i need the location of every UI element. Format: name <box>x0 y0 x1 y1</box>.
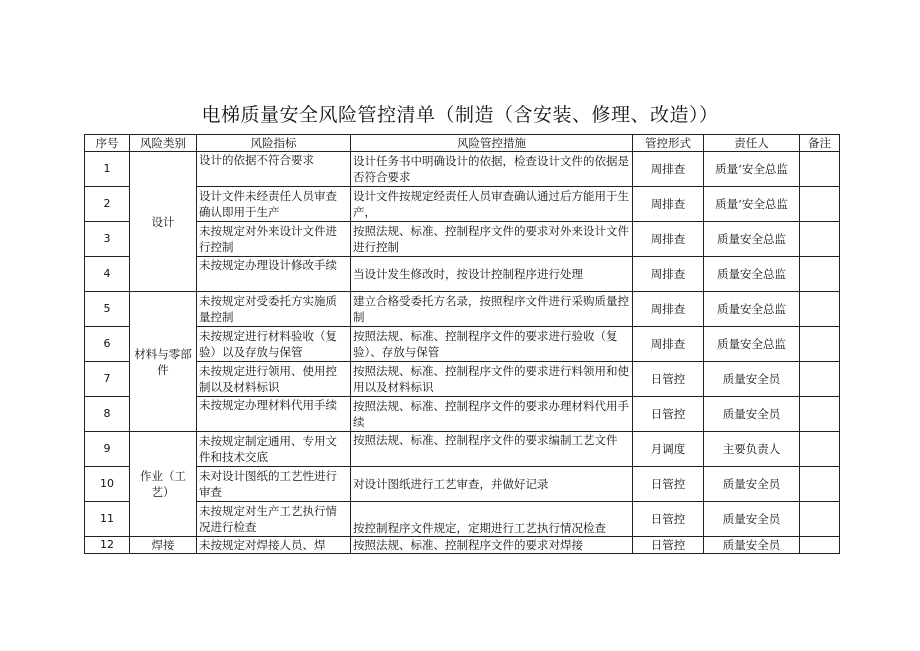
control-measure: 按照法规、标准、控制程序文件的要求编制工艺文件 <box>351 432 633 467</box>
table-row <box>85 432 840 467</box>
header-category: 风险类别 <box>130 135 197 152</box>
note-cell <box>800 432 840 467</box>
control-form: 日管控 <box>633 397 704 432</box>
control-measure: 按照法规、标准、控制程序文件的要求办理材料代用手续 <box>351 397 633 432</box>
table-row <box>85 502 840 537</box>
table-row <box>85 152 840 187</box>
header-no: 序号 <box>85 135 130 152</box>
row-number: 2 <box>85 187 130 222</box>
table-row <box>85 537 840 554</box>
note-cell <box>800 467 840 502</box>
control-form: 日管控 <box>633 467 704 502</box>
table-row <box>85 292 840 327</box>
responsible-person: 质量‘安全总监 <box>704 187 800 222</box>
control-form: 周排查 <box>633 292 704 327</box>
row-number: 10 <box>85 467 130 502</box>
note-cell <box>800 327 840 362</box>
control-measure: 按照法规、标准、控制程序文件的要求对外来设计文件进行控制 <box>351 222 633 257</box>
row-number: 9 <box>85 432 130 467</box>
note-cell <box>800 222 840 257</box>
risk-indicator: 未按规定对生产工艺执行情况进行检查 <box>197 502 351 537</box>
control-measure: 按照法规、标准、控制程序文件的要求对焊接 <box>351 537 633 554</box>
responsible-person: 质量安全员 <box>704 502 800 537</box>
responsible-person: 质量安全员 <box>704 362 800 397</box>
table-row <box>85 187 840 222</box>
category-material: 材料与零部件 <box>130 292 197 432</box>
header-note: 备注 <box>800 135 840 152</box>
control-measure: 设计文件按规定经责任人员审查确认通过后方能用于生产， <box>351 187 633 222</box>
risk-control-table <box>84 134 840 554</box>
note-cell <box>800 362 840 397</box>
table-row <box>85 362 840 397</box>
responsible-person: 质量安全员 <box>704 397 800 432</box>
table-row <box>85 327 840 362</box>
control-measure: 按照法规、标准、控制程序文件的要求进行验收（复验）、存放与保管 <box>351 327 633 362</box>
header-indicator: 风险指标 <box>197 135 351 152</box>
control-form: 周排查 <box>633 327 704 362</box>
table-row <box>85 257 840 292</box>
control-form: 日管控 <box>633 502 704 537</box>
control-measure: 对设计图纸进行工艺审查，并做好记录 <box>351 467 633 502</box>
note-cell <box>800 397 840 432</box>
category-welding: 焊接 <box>130 537 197 554</box>
row-number: 1 <box>85 152 130 187</box>
responsible-person: 主要负责人 <box>704 432 800 467</box>
risk-indicator: 设计的依据不符合要求 <box>197 152 351 187</box>
responsible-person: 质量安全总监 <box>704 257 800 292</box>
note-cell <box>800 187 840 222</box>
risk-indicator: 未按规定进行领用、使用控制以及材料标识 <box>197 362 351 397</box>
header-responsible: 责任人 <box>704 135 800 152</box>
responsible-person: 质量安全员 <box>704 537 800 554</box>
responsible-person: 质量安全总监 <box>704 292 800 327</box>
control-measure: 建立合格受委托方名录，按照程序文件进行采购质量控制 <box>351 292 633 327</box>
category-design: 设计 <box>130 152 197 292</box>
risk-indicator: 设计文件未经责任人员审查确认即用于生产 <box>197 187 351 222</box>
table-row <box>85 397 840 432</box>
control-form: 日管控 <box>633 537 704 554</box>
risk-indicator: 未按规定对外来设计文件进行控制 <box>197 222 351 257</box>
control-form: 月调度 <box>633 432 704 467</box>
header-measure: 风险管控措施 <box>351 135 633 152</box>
risk-indicator: 未按规定对受委托方实施质量控制 <box>197 292 351 327</box>
header-control: 管控形式 <box>633 135 704 152</box>
row-number: 7 <box>85 362 130 397</box>
control-form: 周排查 <box>633 257 704 292</box>
risk-indicator: 未按规定对焊接人员、焊 <box>197 537 351 554</box>
row-number: 5 <box>85 292 130 327</box>
risk-indicator: 未按规定办理设计修改手续 <box>197 257 351 292</box>
row-number: 11 <box>85 502 130 537</box>
note-cell <box>800 537 840 554</box>
row-number: 6 <box>85 327 130 362</box>
category-process: 作业（工艺） <box>130 432 197 537</box>
control-form: 日管控 <box>633 362 704 397</box>
control-form: 周排查 <box>633 222 704 257</box>
risk-indicator: 未按规定制定通用、专用文件和技术交底 <box>197 432 351 467</box>
control-form: 周排查 <box>633 187 704 222</box>
risk-indicator: 未对设计图纸的工艺性进行审查 <box>197 467 351 502</box>
responsible-person: 质量安全总监 <box>704 222 800 257</box>
table-header-row <box>85 135 840 152</box>
note-cell <box>800 502 840 537</box>
control-measure: 当设计发生修改时，按设计控制程序进行处理 <box>351 257 633 292</box>
note-cell <box>800 292 840 327</box>
responsible-person: 质量安全总监 <box>704 327 800 362</box>
responsible-person: 质量‘安全总监 <box>704 152 800 187</box>
table-row <box>85 222 840 257</box>
row-number: 12 <box>85 537 130 554</box>
row-number: 3 <box>85 222 130 257</box>
note-cell <box>800 257 840 292</box>
row-number: 4 <box>85 257 130 292</box>
page-title: 电梯质量安全风险管控清单（制造（含安装、修理、改造）） <box>201 104 719 126</box>
risk-indicator: 未按规定进行材料验收（复验）以及存放与保管 <box>197 327 351 362</box>
control-measure: 设计任务书中明确设计的依据，检查设计文件的依据是否符合要求 <box>351 152 633 187</box>
row-number: 8 <box>85 397 130 432</box>
note-cell <box>800 152 840 187</box>
responsible-person: 质量安全员 <box>704 467 800 502</box>
risk-indicator: 未按规定办理材料代用手续 <box>197 397 351 432</box>
table-row <box>85 467 840 502</box>
control-form: 周排查 <box>633 152 704 187</box>
control-measure: 按照法规、标准、控制程序文件的要求进行料领用和使用以及材料标识 <box>351 362 633 397</box>
control-measure: 按控制程序文件规定，定期进行工艺执行情况检查 <box>351 502 633 537</box>
